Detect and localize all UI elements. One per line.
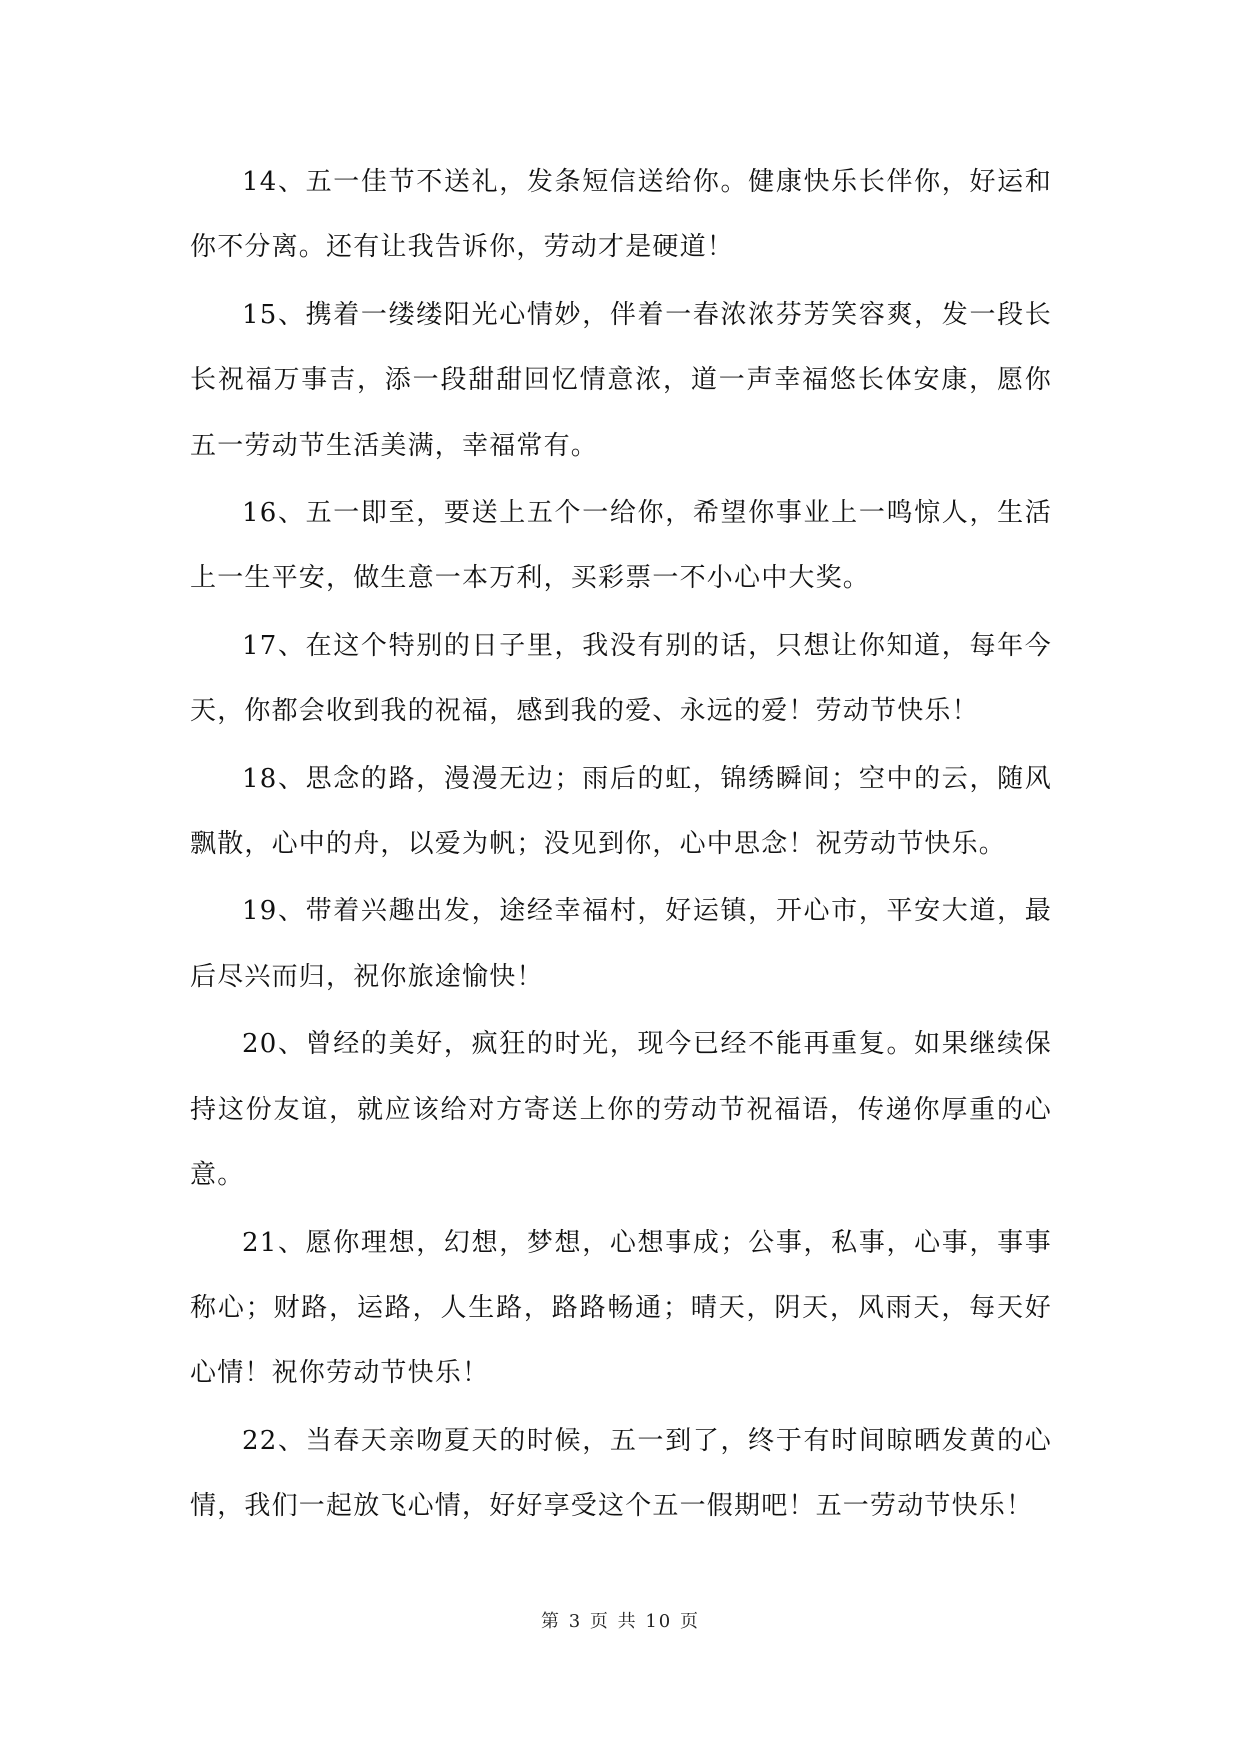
paragraph-22: 22、当春天亲吻夏天的时候，五一到了，终于有时间晾晒发黄的心情，我们一起放飞心情，好好享受这个五一假期吧！五一劳动节快乐！: [190, 1425, 1052, 1522]
paragraph-15: 15、携着一缕缕阳光心情妙，伴着一春浓浓芬芳笑容爽，发一段长长祝福万事吉，添一段甜甜回忆情意浓，道一声幸福悠长体安康，愿你五一劳动节生活美满，幸福常有。: [190, 299, 1052, 461]
paragraph-20: 20、曾经的美好，疯狂的时光，现今已经不能再重复。如果继续保持这份友谊，就应该给对方寄送上你的劳动节祝福语，传递你厚重的心意。: [190, 1029, 1052, 1191]
paragraph-19: 19、带着兴趣出发，途经幸福村，好运镇，开心市，平安大道，最后尽兴而归，祝你旅途愉快！: [190, 896, 1052, 992]
document-body: [190, 150, 1052, 1542]
paragraph-21: 21、愿你理想，幻想，梦想，心想事成；公事，私事，心事，事事称心；财路，运路，人生路，路路畅通；晴天，阴天，风雨天，每天好心情！祝你劳动节快乐！: [190, 1227, 1052, 1389]
paragraph-17: 17、在这个特别的日子里，我没有别的话，只想让你知道，每年今天，你都会收到我的祝福，感到我的爱、永远的爱！劳动节快乐！: [190, 630, 1052, 727]
paragraph-14: 14、五一佳节不送礼，发条短信送给你。健康快乐长伴你，好运和你不分离。还有让我告诉你，劳动才是硬道！: [190, 167, 1052, 263]
paragraph-16: 16、五一即至，要送上五个一给你，希望你事业上一鸣惊人，生活上一生平安，做生意一本万利，买彩票一不小心中大奖。: [190, 498, 1052, 594]
page-number-footer: 第 3 页 共 10 页: [541, 1611, 700, 1632]
paragraph-18: 18、思念的路，漫漫无边；雨后的虹，锦绣瞬间；空中的云，随风飘散，心中的舟，以爱为帆；没见到你，心中思念！祝劳动节快乐。: [190, 763, 1052, 860]
